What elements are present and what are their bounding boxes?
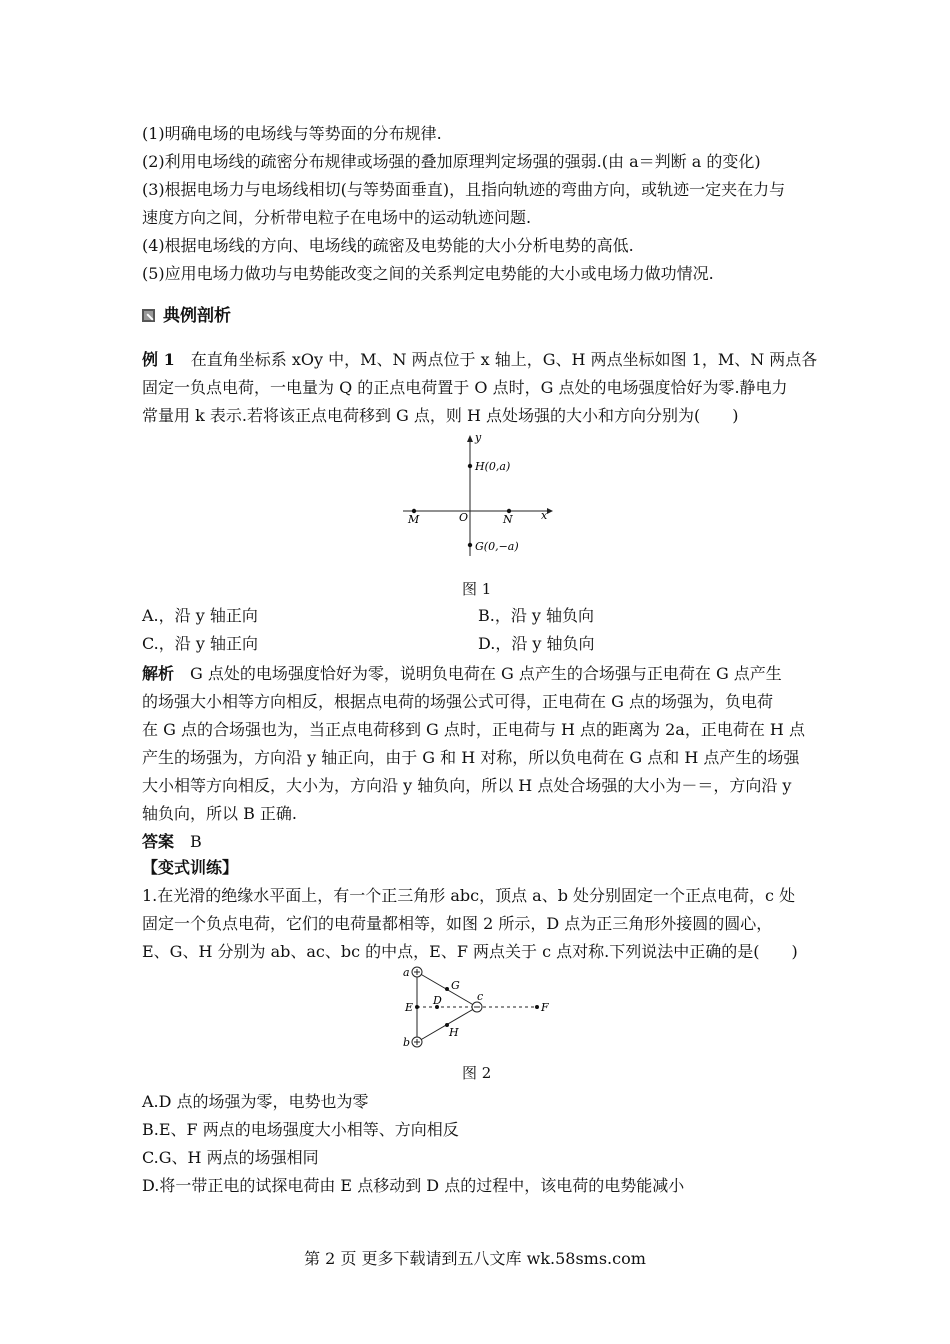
label-m: M	[408, 513, 420, 526]
label-y: y	[475, 431, 482, 444]
example1-text-1: 在直角坐标系 xOy 中，M、N 两点位于 x 轴上，G、H 两点坐标如图 1，M、N 两点各	[190, 350, 818, 369]
practice-title: 【变式训练】	[142, 858, 239, 877]
example1-line-2: 固定一负点电荷，一电量为 Q 的正点电荷置于 O 点时，G 点处的电场强度恰好为零.静电力	[142, 378, 788, 397]
example1-option-b: B.，沿 y 轴负向	[478, 606, 595, 625]
rule-line-4: (4)根据电场线的方向、电场线的疏密及电势能的大小分析电势的高低.	[142, 236, 634, 255]
analysis-line-5: 大小相等方向相反，大小为，方向沿 y 轴负向，所以 H 点处合场强的大小为－＝，方向沿 y	[142, 776, 792, 795]
practice-q1-line-3: E、G、H 分别为 ab、ac、bc 的中点，E、F 两点关于 c 点对称.下列说法中正确的是( )	[142, 942, 798, 961]
analysis-line-3: 在 G 点的合场强也为，当正点电荷移到 G 点时，正电荷与 H 点的距离为 2a，正电荷在 H 点	[142, 720, 805, 739]
label-d: D	[433, 994, 442, 1007]
practice-q1-line-1: 1.在光滑的绝缘水平面上，有一个正三角形 abc，顶点 a、b 处分别固定一个正点电荷，c 处	[142, 886, 796, 905]
label-x: x	[541, 509, 548, 522]
label-a: a	[403, 966, 410, 979]
label-e: E	[405, 1001, 414, 1014]
label-h2: H	[449, 1026, 459, 1039]
label-g: G(0,−a)	[475, 540, 519, 553]
label-f: F	[541, 1001, 549, 1014]
answer-line	[142, 828, 202, 855]
analysis-line-2: 的场强大小相等方向相反，根据点电荷的场强公式可得，正电荷在 G 点的场强为，负电荷	[142, 692, 773, 711]
point-g	[468, 543, 472, 547]
practice-option-d: D.将一带正电的试探电荷由 E 点移动到 D 点的过程中，该电荷的电势能减小	[142, 1176, 685, 1195]
rule-line-5: (5)应用电场力做功与电势能改变之间的关系判定电势能的大小或电场力做功情况.	[142, 264, 714, 283]
section-heading	[142, 305, 231, 327]
page-footer: 第 2 页 更多下载请到五八文库 wk.58sms.com	[304, 1249, 646, 1268]
analysis-text-1: G 点处的电场强度恰好为零，说明负电荷在 G 点产生的合场强与正电荷在 G 点产生	[190, 664, 782, 683]
figure-2-triangle-diagram	[395, 962, 555, 1054]
analysis-line-4: 产生的场强为，方向沿 y 轴正向，由于 G 和 H 对称，所以负电荷在 G 点和 H 点产生的场强	[142, 748, 800, 767]
analysis-label: 解析	[142, 664, 175, 683]
label-g2: G	[451, 979, 460, 992]
example1-option-c: C.，沿 y 轴正向	[142, 634, 258, 653]
y-axis-arrow	[467, 435, 473, 442]
practice-option-a: A.D 点的场强为零，电势也为零	[142, 1092, 369, 1111]
x-axis-arrow	[547, 508, 553, 514]
figure-2-caption: 图 2	[462, 1064, 492, 1082]
example1-label: 例 1	[142, 350, 175, 369]
answer-label: 答案	[142, 832, 175, 851]
answer-value: B	[190, 832, 202, 851]
label-n: N	[503, 513, 513, 526]
example1-option-a: A.，沿 y 轴正向	[142, 606, 258, 625]
example1-line-3: 常量用 k 表示.若将该正点电荷移到 G 点，则 H 点处场强的大小和方向分别为( )	[142, 406, 739, 425]
point-g2	[445, 987, 449, 991]
example1-line-1	[142, 346, 817, 373]
label-c: c	[477, 990, 484, 1003]
label-h: H(0,a)	[475, 460, 511, 473]
point-f	[535, 1005, 539, 1009]
figure-1-coordinate-diagram	[395, 428, 565, 563]
point-e	[415, 1005, 419, 1009]
practice-option-c: C.G、H 两点的场强相同	[142, 1148, 319, 1167]
section-title: 典例剖析	[163, 306, 231, 326]
example1-option-d: D.，沿 y 轴负向	[478, 634, 595, 653]
label-b: b	[403, 1036, 411, 1049]
point-h	[468, 464, 472, 468]
practice-q1-line-2: 固定一个负点电荷，它们的电荷量都相等，如图 2 所示，D 点为正三角形外接圆的圆心，	[142, 914, 773, 933]
figure-1-caption: 图 1	[462, 580, 492, 598]
section-marker-icon	[142, 309, 155, 322]
rule-line-3: (3)根据电场力与电场线相切(与等势面垂直)，且指向轨迹的弯曲方向，或轨迹一定夹在力与	[142, 180, 786, 199]
rule-line-2: (2)利用电场线的疏密分布规律或场强的叠加原理判定场强的强弱.(由 a＝判断 a 的变化)	[142, 152, 761, 171]
rule-line-3-cont: 速度方向之间，分析带电粒子在电场中的运动轨迹问题.	[142, 208, 532, 227]
label-o: O	[459, 511, 469, 524]
rule-line-1: (1)明确电场的电场线与等势面的分布规律.	[142, 124, 442, 143]
analysis-line-6: 轴负向，所以 B 正确.	[142, 804, 298, 823]
practice-option-b: B.E、F 两点的电场强度大小相等、方向相反	[142, 1120, 459, 1139]
analysis-line-1	[142, 660, 782, 687]
